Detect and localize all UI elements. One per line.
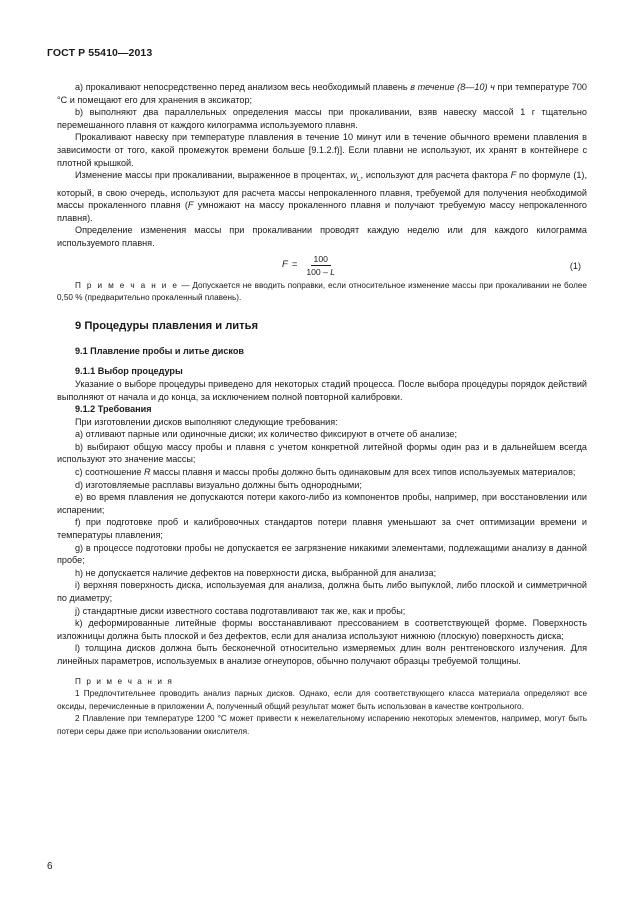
requirement-c: с) соотношение R массы плавня и массы пробы должно быть одинаковым для всех типов используемых материалов;: [75, 467, 576, 478]
formula-fraction: [303, 254, 338, 277]
requirement-l: l) толщина дисков должна быть бесконечной относительно измеряемых длин волн рентгеновского излучения. Для линейных параметров, используемых в анализе огнеупоров, обычно получают образцы требуемой толщины.: [57, 643, 587, 666]
section-9-title: 9 Процедуры плавления и литья: [75, 319, 259, 332]
requirement-f: f) при подготовке проб и калибровочных стандартов потери плавня уменьшают за счет оптимизации времени и температуры плавления;: [57, 517, 587, 541]
note-correction: П р и м е ч а н и е — Допускается не вводить поправки, если относительное изменение массы при прокаливании не более 0,50 % (предварительно прокаленный плавень).: [57, 280, 587, 303]
item-b-parallel: b) выполняют два параллельных определения массы при прокаливании, взяв навеску массой 1 г тщательно перемешанного плавня от каждого килограмма используемого плавня.: [57, 107, 587, 130]
requirement-g: g) в процессе подготовки пробы не допускается ее загрязнение никакими элементами, подлежащими анализу в данной пробе;: [57, 542, 587, 566]
requirement-d: d) изготовляемые расплавы визуально должны быть однородными;: [75, 479, 362, 490]
formula-equals: =: [291, 258, 298, 270]
subsection-9-1-title: 9.1 Плавление пробы и литье дисков: [75, 345, 245, 356]
note-2: 2 Плавление при температуре 1200 °С может привести к нежелательному испарению некоторых элементов, например, могут быть потери серы даже при использовании окислителя.: [57, 714, 587, 736]
requirement-i: i) верхняя поверхность диска, используемая для анализа, должна быть либо выпуклой, либо плоской и симметричной по диаметру;: [57, 580, 587, 603]
spacer: [57, 668, 587, 676]
paragraph-weekly: Определение изменения массы при прокаливании проводят каждую неделю или для каждого килограмма используемого плавня.: [57, 225, 587, 248]
formula-numerator: 100: [311, 254, 331, 266]
requirement-b: b) выбирают общую массу пробы и плавня с учетом конкретной литейной формы один раз и в дальнейшем всегда используют это значение массы;: [57, 441, 587, 465]
formula-1: [57, 254, 587, 278]
paragraph-prokalivanie: Прокаливают навеску при температуре плавления в течение 10 минут или в течение обычного времени плавления в зависимости от того, какой промежуток времени больше [9.1.2.f)]. Если плавни не используют, их хранят в контейнере с плотной крышкой.: [57, 132, 587, 168]
formula-lhs: F: [282, 258, 288, 270]
document-body: [57, 81, 587, 739]
requirement-k: k) деформированные литейные формы восстанавливают прессованием в соответствующей форме. Поверхность изложницы должна быть плоской и без дефектов, если для анализа используют нижнюю (плоскую) поверхность диска;: [57, 618, 587, 641]
formula-expression: [282, 254, 338, 277]
note-1: 1 Предпочтительнее проводить анализ парных дисков. Однако, если для соответствующего класса материала определяют все оксиды, перечисленные в приложении А, полученный общий результат может быть использован в качестве контрольного.: [57, 689, 587, 711]
paragraph-mass-change: Изменение массы при прокаливании, выраженное в процентах, $w_L$, используют для расчета фактора F по формуле (1), который, в свою очередь, используют для расчета массы непрокаленного плавня, требуемой для получения необходимой массы прокаленного плавня (F умножают на массу прокаленного плавня и получают требуемую массу непрокаленного плавня).: [57, 170, 587, 223]
requirement-j: j) стандартные диски известного состава подготавливают так же, как и пробы;: [75, 605, 406, 616]
subsection-9-1-2-title: 9.1.2 Требования: [75, 404, 152, 415]
notes-label: П р и м е ч а н и я: [75, 676, 174, 686]
item-a-prokalivanie: а) прокаливают непосредственно перед анализом весь необходимый плавень в течение (8—10) ч при температуре 700 °С и помещают его для хранения в эксикатор;: [57, 82, 587, 105]
paragraph-requirements-intro: При изготовлении дисков выполняют следующие требования:: [75, 416, 338, 427]
requirement-a: а) отливают парные или одиночные диски; их количество фиксируют в отчете об анализе;: [75, 429, 458, 440]
document-header: ГОСТ Р 55410—2013: [47, 47, 153, 59]
subsection-9-1-1-title: 9.1.1 Выбор процедуры: [75, 366, 183, 377]
formula-denominator: 100 – L: [306, 266, 336, 277]
page-number: 6: [47, 861, 53, 872]
paragraph-procedure-choice: Указание о выборе процедуры приведено для некоторых стадий процесса. После выбора процедуры порядок действий выполняют от начала и до конца, за исключением полной повторной калибровки.: [57, 378, 587, 402]
formula-number: (1): [569, 260, 581, 271]
requirement-e: е) во время плавления не допускаются потери какого-либо из компонентов пробы, например, при восстановлении или испарении;: [57, 492, 587, 515]
requirement-h: h) не допускается наличие дефектов на поверхности диска, выбранной для анализа;: [75, 567, 437, 578]
